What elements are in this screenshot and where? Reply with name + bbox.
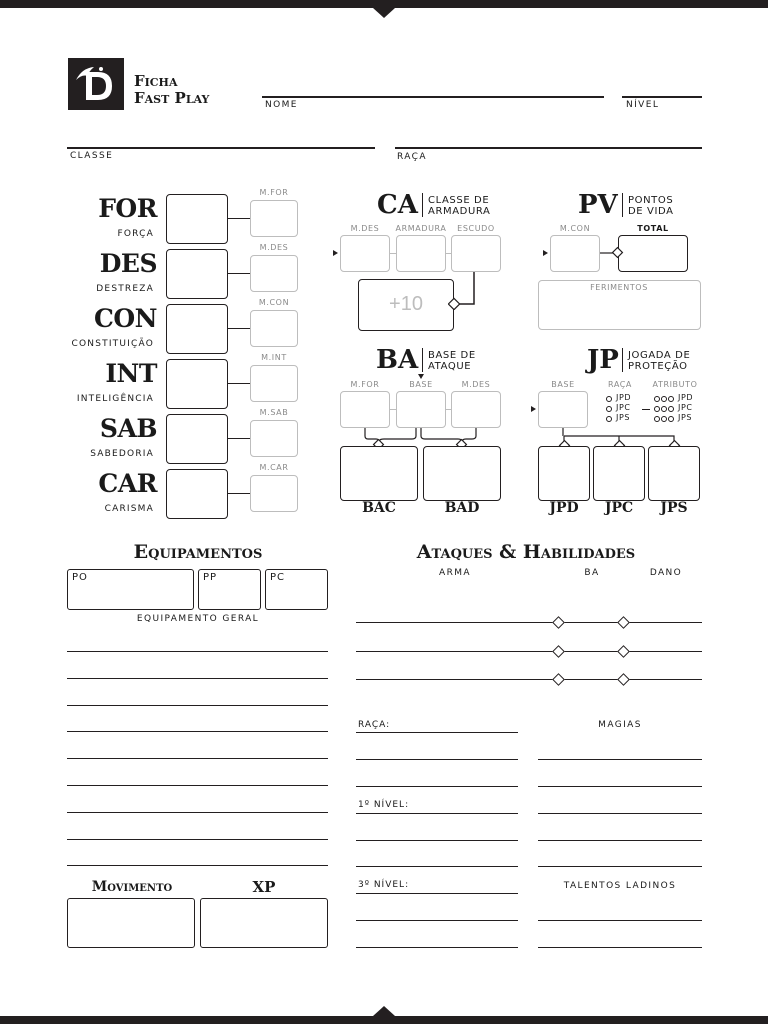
pv-total-label: TOTAL (637, 224, 669, 233)
ca-armadura-label: ARMADURA (395, 224, 447, 233)
dragon-d-logo (68, 58, 124, 110)
pp-box[interactable] (198, 569, 261, 610)
attr-mod-label: M.FOR (259, 188, 289, 197)
pv-full (628, 195, 674, 217)
equip-line[interactable] (67, 865, 328, 866)
attr-mod-label: M.CAR (259, 463, 289, 472)
attr-mod-box[interactable] (250, 420, 298, 457)
attr-name: DESTREZA (96, 284, 154, 294)
jp-atributo-label: ATRIBUTO (652, 380, 698, 389)
equip-line[interactable] (67, 651, 328, 652)
title-line-1: Ficha (134, 72, 178, 90)
col-dano-label: DANO (649, 568, 683, 578)
attr-save-circle-3[interactable] (668, 406, 674, 412)
attr-mod-label: M.SAB (259, 408, 289, 417)
ca-mdes-box[interactable] (340, 235, 390, 272)
attr-save-circle-3[interactable] (668, 396, 674, 402)
title-line-2: Fast Play (134, 89, 210, 107)
habilidade-line[interactable] (356, 947, 518, 948)
pv-mcon-box[interactable] (550, 235, 600, 272)
pv-ferimentos-label: FERIMENTOS (590, 283, 648, 292)
ca-connector-2 (446, 253, 451, 254)
bac-box[interactable] (340, 446, 418, 501)
attr-mod-label: M.DES (259, 243, 289, 252)
jpd-label: JPD (549, 500, 579, 516)
attr-abbr: INT (105, 359, 157, 388)
magia-line[interactable] (538, 840, 702, 841)
nome-label: NOME (265, 100, 298, 110)
diamond-icon (617, 673, 630, 686)
equip-line[interactable] (67, 705, 328, 706)
xp-label: XP (252, 878, 276, 896)
attr-abbr: DES (99, 249, 157, 278)
raca-save-label: JPS (616, 413, 631, 422)
attr-name: SABEDORIA (90, 449, 154, 459)
attr-score-box[interactable] (166, 249, 228, 299)
equip-line[interactable] (67, 731, 328, 732)
attr-score-box[interactable] (166, 469, 228, 519)
habilidade-line[interactable] (356, 759, 518, 760)
ba-full (428, 350, 476, 372)
attr-save-circle-2[interactable] (661, 406, 667, 412)
attr-name: FORÇA (117, 229, 154, 239)
ca-total-box[interactable] (358, 279, 454, 331)
jp-full (628, 350, 690, 372)
pp-label: PP (203, 572, 218, 583)
attr-score-box[interactable] (166, 194, 228, 244)
po-label: PO (72, 572, 88, 583)
attr-save-circle-1[interactable] (654, 396, 660, 402)
raca-save-label: JPC (616, 403, 631, 412)
diamond-icon (617, 616, 630, 629)
magias-label: MAGIAS (598, 720, 642, 730)
habilidade-line[interactable] (356, 893, 518, 894)
nome-line (262, 96, 604, 98)
jp-divider (622, 348, 623, 372)
bad-box[interactable] (423, 446, 501, 501)
habilidade-line[interactable] (356, 786, 518, 787)
diamond-icon (552, 645, 565, 658)
attack-row[interactable] (356, 679, 702, 680)
ca-escudo-label: ESCUDO (457, 224, 495, 233)
ba-connector-1 (390, 409, 396, 410)
attr-save-circle-3[interactable] (668, 416, 674, 422)
magia-line[interactable] (538, 759, 702, 760)
magia-line[interactable] (538, 947, 702, 948)
col-arma-label: ARMA (439, 568, 471, 578)
habilidade-line[interactable] (356, 866, 518, 867)
ba-mfor-box[interactable] (340, 391, 390, 428)
attr-save-circle-2[interactable] (661, 396, 667, 402)
pv-full-1: PONTOS (628, 195, 674, 206)
pv-connector (598, 246, 624, 260)
habilidade-line[interactable] (356, 732, 518, 733)
attr-abbr: CON (93, 304, 157, 333)
ca-connector-1 (390, 253, 396, 254)
ca-armadura-box[interactable] (396, 235, 446, 272)
raca-line (395, 147, 702, 149)
equip-line[interactable] (67, 785, 328, 786)
attr-save-label: JPD (678, 393, 694, 402)
equip-line[interactable] (67, 758, 328, 759)
bottom-notch (373, 1006, 395, 1016)
bad-label: BAD (444, 500, 480, 516)
attr-mod-box[interactable] (250, 310, 298, 347)
jp-abbr: JP (587, 345, 619, 375)
diamond-icon (552, 616, 565, 629)
equip-geral-label: EQUIPAMENTO GERAL (136, 614, 260, 624)
classe-label: CLASSE (70, 151, 114, 161)
magia-line[interactable] (538, 920, 702, 921)
attr-name: INTELIGÊNCIA (76, 394, 154, 404)
pv-divider (622, 193, 623, 217)
ba-abbr: BA (376, 345, 419, 375)
top-bar (0, 0, 768, 8)
attr-mod-label: M.CON (258, 298, 290, 307)
bottom-bar (0, 1016, 768, 1024)
attr-save-label: JPC (678, 403, 693, 412)
raca-save-circle[interactable] (606, 416, 612, 422)
jpd-box[interactable] (538, 446, 590, 501)
attack-row[interactable] (356, 622, 702, 623)
attr-mod-box[interactable] (250, 200, 298, 237)
attr-score-box[interactable] (166, 359, 228, 409)
ba-mfor-label: M.FOR (350, 380, 380, 389)
ba-base-box[interactable] (396, 391, 446, 428)
attr-name: CARISMA (104, 504, 154, 514)
attr-connector (228, 273, 250, 274)
attr-connector (228, 218, 250, 219)
ca-mdes-label: M.DES (350, 224, 380, 233)
jp-base-box[interactable] (538, 391, 588, 428)
nivel-label: NÍVEL (626, 100, 660, 110)
ca-escudo-box[interactable] (451, 235, 501, 272)
jp-arrow-icon (531, 406, 536, 412)
attr-abbr: SAB (99, 414, 157, 443)
attr-score-box[interactable] (166, 304, 228, 354)
habilidade-line[interactable] (356, 840, 518, 841)
jps-box[interactable] (648, 446, 700, 501)
ba-base-label: BASE (409, 380, 433, 389)
jp-dash (642, 409, 650, 410)
attr-connector (228, 438, 250, 439)
sheet-title (134, 73, 209, 107)
jp-raca-label: RAÇA (607, 380, 633, 389)
attr-abbr: FOR (98, 194, 157, 223)
top-notch (373, 8, 395, 18)
jp-full-2: PROTEÇÃO (628, 361, 688, 372)
ba-connector-2 (446, 409, 451, 410)
ca-abbr: CA (377, 190, 418, 220)
equip-title: Equipamentos (133, 541, 263, 563)
pv-full-2: DE VIDA (628, 206, 674, 217)
jpc-label: JPC (604, 500, 634, 516)
ba-divider (422, 348, 423, 372)
magia-line[interactable] (538, 786, 702, 787)
attr-mod-box[interactable] (250, 365, 298, 402)
pv-mcon-label: M.CON (559, 224, 591, 233)
attr-connector (228, 493, 250, 494)
equip-line[interactable] (67, 678, 328, 679)
po-box[interactable] (67, 569, 194, 610)
attr-mod-box[interactable] (250, 475, 298, 512)
ca-link-lines (448, 270, 478, 310)
pc-box[interactable] (265, 569, 328, 610)
bac-label: BAC (362, 500, 396, 516)
ca-arrow-icon (333, 250, 338, 256)
classe-line (67, 147, 375, 149)
diamond-icon (552, 673, 565, 686)
ba-mdes-label: M.DES (461, 380, 491, 389)
raca-save-circle[interactable] (606, 396, 612, 402)
equip-line[interactable] (67, 839, 328, 840)
attr-mod-box[interactable] (250, 255, 298, 292)
jp-full-1: JOGADA DE (628, 350, 691, 361)
jp-base-label: BASE (551, 380, 575, 389)
raca-label: RAÇA (397, 152, 427, 162)
attr-save-circle-1[interactable] (654, 416, 660, 422)
movimento-box[interactable] (67, 898, 195, 948)
attr-score-box[interactable] (166, 414, 228, 464)
habilidade-line[interactable] (356, 813, 518, 814)
hab-nivel3-label: 3º NÍVEL: (358, 880, 410, 890)
attr-abbr: CAR (98, 469, 157, 498)
pv-abbr: PV (578, 190, 618, 220)
talentos-label: TALENTOS LADINOS (563, 881, 677, 891)
ba-down-arrow-icon (418, 374, 424, 379)
hab-raca-label: RAÇA: (358, 720, 391, 730)
attack-row[interactable] (356, 651, 702, 652)
pv-total-box[interactable] (618, 235, 688, 272)
pv-arrow-icon (543, 250, 548, 256)
jpc-box[interactable] (593, 446, 645, 501)
ca-full-2: ARMADURA (428, 206, 491, 217)
movimento-label: Movimento (91, 879, 173, 895)
ba-full-1: BASE DE (428, 350, 476, 361)
magia-line[interactable] (538, 866, 702, 867)
nivel-line (622, 96, 702, 98)
attr-connector (228, 383, 250, 384)
raca-save-circle[interactable] (606, 406, 612, 412)
ca-divider (422, 193, 423, 217)
ca-full-1: CLASSE DE (428, 195, 490, 206)
xp-box[interactable] (200, 898, 328, 948)
pc-label: PC (270, 572, 286, 583)
ataques-title: Ataques & Habilidades (416, 541, 636, 563)
hab-nivel1-label: 1º NÍVEL: (358, 800, 410, 810)
col-ba-label: BA (584, 568, 600, 578)
magia-line[interactable] (538, 813, 702, 814)
attr-save-circle-1[interactable] (654, 406, 660, 412)
equip-line[interactable] (67, 812, 328, 813)
attr-connector (228, 328, 250, 329)
jps-label: JPS (660, 500, 688, 516)
ba-mdes-box[interactable] (451, 391, 501, 428)
attr-save-label: JPS (678, 413, 693, 422)
ba-full-2: ATAQUE (428, 361, 472, 372)
attr-save-circle-2[interactable] (661, 416, 667, 422)
attr-mod-label: M.INT (261, 353, 287, 362)
ca-full (428, 195, 490, 217)
raca-save-label: JPD (616, 393, 632, 402)
diamond-icon (617, 645, 630, 658)
habilidade-line[interactable] (356, 920, 518, 921)
attr-name: CONSTITUIÇÃO (71, 339, 154, 349)
pv-ferimentos-box[interactable] (538, 280, 701, 330)
ca-base-value: +10 (389, 293, 423, 315)
